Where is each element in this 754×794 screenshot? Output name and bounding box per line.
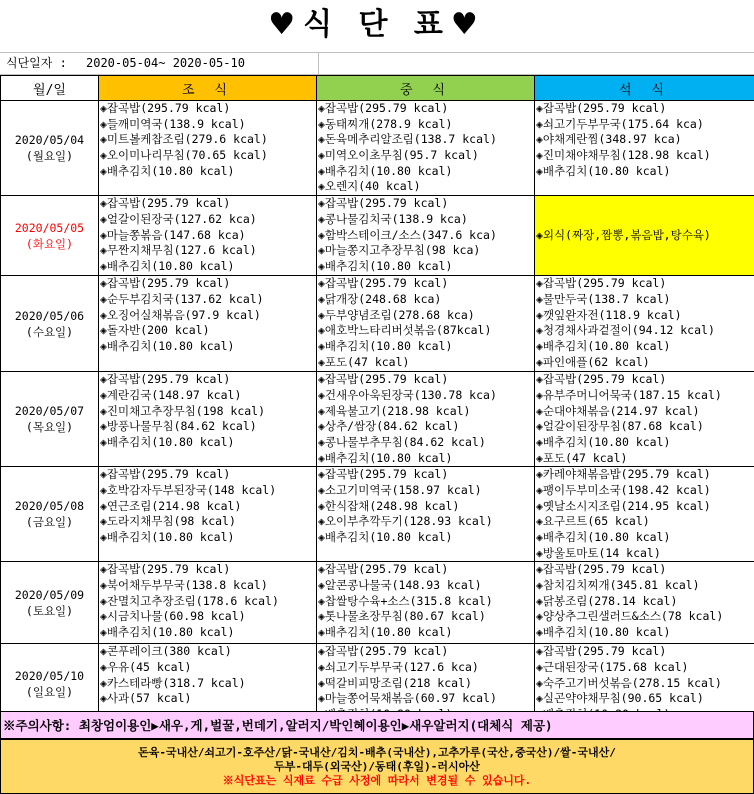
menu-item: ◈배추김치(10.80 kcal): [100, 530, 235, 544]
period-value: 2020-05-04~ 2020-05-10: [86, 56, 245, 70]
menu-item: ◈순두부김치국(137.62 kcal): [100, 291, 264, 306]
date-cell: [1, 196, 99, 276]
menu-item: ◈두부양념조림(278.68 kca): [318, 307, 475, 322]
breakfast-cell: [99, 562, 317, 644]
menu-item: ◈떡갈비피망조림(218 kcal): [318, 675, 472, 690]
origin-line-1: 돈육-국내산/쇠고기-호주산/닭-국내산/김치-배추(국내산),고추가루(국산,중국산)/쌀-국내산/: [138, 746, 616, 759]
dinner-cell: [535, 196, 754, 276]
menu-item: ◈건새우아욱된장국(130.78 kca): [318, 387, 497, 402]
menu-item: ◈배추김치(10.80 kcal): [318, 530, 453, 544]
header-dinner: 석 식: [535, 76, 754, 101]
menu-item: ◈배추김치(10.80 kcal): [100, 258, 235, 273]
menu-item: ◈카스테라빵(318.7 kcal): [100, 675, 246, 690]
lunch-cell: [317, 562, 535, 644]
breakfast-cell: [99, 101, 317, 196]
menu-item: ◈배추김치(10.80 kcal): [100, 338, 235, 353]
lunch-cell: [317, 101, 535, 196]
menu-item: ◈요구르트(65 kcal): [536, 514, 650, 529]
date-cell: [1, 372, 99, 467]
menu-item: ◈찹쌀탕수육+소스(315.8 kcal): [318, 593, 493, 608]
menu-item: ◈물만두국(138.7 kcal): [536, 291, 671, 306]
menu-item: ◈돈육메추리알조림(138.7 kcal): [318, 132, 497, 147]
menu-item: ◈방풍나물무침(84.62 kcal): [100, 419, 257, 434]
menu-item: ◈방울토마토(14 kcal): [536, 545, 661, 560]
menu-item: ◈팽이두부미소국(198.42 kcal): [536, 482, 711, 497]
breakfast-cell: [99, 196, 317, 276]
menu-item: ◈잡곡밥(295.79 kcal): [536, 101, 667, 115]
menu-item: ◈잡곡밥(295.79 kcal): [318, 276, 449, 291]
menu-item: ◈시금치나물(60.98 kcal): [100, 609, 246, 624]
menu-item: ◈마늘쫑지고추장무침(98 kca): [318, 243, 481, 258]
menu-item: ◈연근조림(214.98 kcal): [100, 498, 242, 513]
menu-item: ◈함박스테이크/소스(347.6 kca): [318, 227, 497, 242]
menu-item: ◈콩나물부추무침(84.62 kcal): [318, 434, 486, 449]
menu-item: ◈북어채두부무국(138.8 kcal): [100, 578, 268, 593]
dinner-cell: [535, 101, 754, 196]
day-row: [1, 467, 754, 562]
breakfast-cell: [99, 276, 317, 372]
menu-item: ◈잡곡밥(295.79 kcal): [318, 644, 449, 659]
menu-item: ◈깻잎완자전(118.9 kcal): [536, 307, 682, 322]
menu-item: ◈배추김치(10.80 kcal): [318, 258, 453, 273]
menu-item: ◈옛날소시지조림(214.95 kcal): [536, 498, 711, 513]
period-label: 식단일자 :: [6, 56, 67, 70]
period-divider: [318, 53, 319, 74]
menu-item: ◈배추김치(10.80 kcal): [318, 450, 453, 465]
menu-item: ◈잡곡밥(295.79 kcal): [318, 196, 449, 211]
menu-item: ◈알콘콩나물국(148.93 kcal): [318, 578, 482, 593]
menu-item: ◈오이미나리무침(70.65 kcal): [100, 148, 268, 163]
menu-item: ◈얼갈이된장무침(87.68 kcal): [536, 419, 704, 434]
menu-item: ◈배추김치(10.80 kcal): [100, 625, 235, 640]
menu-item: ◈카레야채볶음밥(295.79 kcal): [536, 467, 711, 482]
lunch-cell: [317, 276, 535, 372]
menu-item: ◈참치김치찌개(345.81 kcal): [536, 578, 700, 593]
lunch-cell: [317, 196, 535, 276]
breakfast-cell: [99, 467, 317, 562]
menu-item: ◈배추김치(10.80 kcal): [318, 163, 453, 178]
menu-item: ◈배추김치(10.80 kcal): [100, 434, 235, 449]
header-lunch: 중 식: [317, 76, 535, 101]
menu-table: [0, 75, 754, 724]
menu-item: ◈미역오이초무침(95.7 kcal): [318, 148, 479, 163]
menu-item: ◈포도(47 kcal): [536, 450, 628, 465]
menu-item: ◈사과(57 kcal): [100, 691, 192, 706]
menu-item: ◈배추김치(10.80 kcal): [318, 338, 453, 353]
menu-item: ◈호박감자두부된장국(148 kcal): [100, 482, 277, 497]
menu-item: ◈야채계란찜(348.97 kca): [536, 132, 682, 147]
allergy-notice: ※주의사항: 최창엄이용인▶새우,게,벌꿀,번데기,알러지/박인혜이용인▶새우알러지(대체식 제공): [0, 711, 754, 739]
menu-item: ◈잡곡밥(295.79 kcal): [318, 372, 449, 387]
menu-item: ◈잡곡밥(295.79 kcal): [100, 101, 231, 115]
breakfast-cell: [99, 372, 317, 467]
menu-item: ◈계란김국(148.97 kcal): [100, 387, 242, 402]
menu-item: ◈콘푸레이크(380 kcal): [100, 644, 232, 659]
date-text: 2020/05/06: [14, 308, 85, 323]
menu-item: ◈잡곡밥(295.79 kcal): [536, 276, 667, 291]
menu-item: ◈애호박느타리버섯볶음(87kcal): [318, 323, 492, 338]
dinner-cell: [535, 467, 754, 562]
header-date: 월/일: [1, 76, 99, 101]
menu-item: ◈콩나물김치국(138.9 kca): [318, 211, 468, 226]
menu-item: ◈잡곡밥(295.79 kcal): [100, 372, 231, 387]
period-row: [0, 52, 754, 75]
lunch-cell: [317, 467, 535, 562]
weekday-text: (월요일): [25, 149, 74, 164]
special-meal-item: ◈외식(짜장,짬뽕,볶음밥,탕수육): [536, 227, 711, 242]
menu-item: ◈쇠고기두부무국(175.64 kca): [536, 116, 704, 131]
date-cell: [1, 101, 99, 196]
menu-item: ◈닭봉조림(278.14 kcal): [536, 593, 678, 608]
page-title: ♥식 단 표♥: [268, 7, 486, 42]
day-row: [1, 276, 754, 372]
menu-item: ◈들깨미역국(138.9 kcal): [100, 116, 246, 131]
date-cell: [1, 276, 99, 372]
dinner-cell: [535, 562, 754, 644]
menu-item: ◈톳나물초장무침(80.67 kcal): [318, 609, 486, 624]
menu-item: ◈배추김치(10.80 kcal): [536, 530, 671, 544]
menu-item: ◈배추김치(10.80 kcal): [318, 625, 453, 640]
origin-footer: [0, 739, 754, 794]
menu-item: ◈진미채야채무침(128.98 kcal): [536, 148, 711, 163]
dinner-cell: [535, 372, 754, 467]
day-row: [1, 196, 754, 276]
menu-item: ◈마늘쫑볶음(147.68 kca): [100, 227, 246, 242]
menu-item: ◈상추/쌈장(84.62 kcal): [318, 419, 460, 434]
weekday-text: (금요일): [25, 515, 74, 530]
menu-item: ◈닭개장(248.68 kca): [318, 291, 442, 306]
date-text: 2020/05/09: [14, 587, 85, 602]
weekday-text: (목요일): [25, 420, 74, 435]
menu-item: ◈진미채고추장무침(198 kcal): [100, 403, 266, 418]
day-row: [1, 372, 754, 467]
menu-item: ◈배추김치(10.80 kcal): [536, 625, 671, 640]
weekday-text: (토요일): [25, 603, 74, 618]
date-text: 2020/05/10: [14, 668, 85, 683]
weekday-text: (화요일): [25, 236, 74, 251]
menu-item: ◈미트볼케찹조림(279.6 kcal): [100, 132, 268, 147]
menu-item: ◈파인애플(62 kcal): [536, 354, 650, 369]
menu-item: ◈잡곡밥(295.79 kcal): [100, 562, 231, 577]
menu-item: ◈우유(45 kcal): [100, 660, 192, 675]
menu-item: ◈잡곡밥(295.79 kcal): [536, 372, 667, 387]
menu-item: ◈순대야채볶음(214.97 kcal): [536, 403, 700, 418]
menu-item: ◈잡곡밥(295.79 kcal): [536, 644, 667, 659]
date-text: 2020/05/08: [14, 499, 85, 514]
menu-item: ◈무짠지채무침(127.6 kcal): [100, 243, 257, 258]
menu-item: ◈배추김치(10.80 kcal): [536, 338, 671, 353]
date-cell: [1, 467, 99, 562]
menu-item: ◈도라지채무침(98 kcal): [100, 514, 236, 529]
weekday-text: (수요일): [25, 324, 74, 339]
menu-item: ◈배추김치(10.80 kcal): [536, 434, 671, 449]
header-row: [1, 76, 754, 101]
menu-item: ◈돌자반(200 kcal): [100, 323, 210, 338]
menu-item: ◈얼갈이된장국(127.62 kca): [100, 211, 257, 226]
menu-item: ◈오징어실채볶음(97.9 kcal): [100, 307, 261, 322]
change-warning: ※식단표는 식재료 수급 사정에 따라서 변경될 수 있습니다.: [222, 774, 532, 787]
weekday-text: (일요일): [25, 684, 74, 699]
menu-item: ◈잔멸치고추장조림(178.6 kcal): [100, 593, 279, 608]
menu-item: ◈양상추그린샐러드&소스(78 kcal): [536, 609, 724, 624]
origin-line-2: 두부-대두(외국산)/동태(후일)-러시아산: [274, 760, 480, 773]
menu-item: ◈제육불고기(218.98 kcal): [318, 403, 471, 418]
menu-item: ◈잡곡밥(295.79 kcal): [318, 562, 449, 577]
date-text: 2020/05/07: [14, 404, 85, 419]
menu-item: ◈숙주고기버섯볶음(278.15 kcal): [536, 675, 722, 690]
day-row: [1, 562, 754, 644]
menu-item: ◈잡곡밥(295.79 kcal): [318, 101, 449, 115]
menu-item: ◈잡곡밥(295.79 kcal): [100, 196, 231, 211]
menu-body: [1, 101, 754, 724]
menu-item: ◈잡곡밥(295.79 kcal): [318, 467, 449, 482]
day-row: [1, 101, 754, 196]
menu-item: ◈근대된장국(175.68 kcal): [536, 660, 689, 675]
menu-item: ◈배추김치(10.80 kcal): [536, 163, 671, 178]
menu-item: ◈청경채사과겉절이(94.12 kcal): [536, 323, 715, 338]
lunch-cell: [317, 372, 535, 467]
date-cell: [1, 562, 99, 644]
menu-item: ◈소고기미역국(158.97 kcal): [318, 482, 482, 497]
menu-item: ◈유부주머니어묵국(187.15 kcal): [536, 387, 722, 402]
menu-item: ◈배추김치(10.80 kcal): [100, 163, 235, 178]
header-breakfast: 조 식: [99, 76, 317, 101]
menu-item: ◈쇠고기두부무국(127.6 kca): [318, 660, 479, 675]
menu-item: ◈실곤약야채무침(90.65 kcal): [536, 691, 704, 706]
menu-item: ◈잡곡밥(295.79 kcal): [100, 276, 231, 291]
menu-item: ◈오이부추깍두기(128.93 kcal): [318, 514, 493, 529]
menu-item: ◈한식잡채(248.98 kcal): [318, 498, 460, 513]
date-text: 2020/05/05: [14, 220, 85, 235]
menu-item: ◈잡곡밥(295.79 kcal): [100, 467, 231, 482]
menu-item: ◈마늘쫑어묵채볶음(60.97 kcal): [318, 691, 497, 706]
menu-item: ◈잡곡밥(295.79 kcal): [536, 562, 667, 577]
menu-item: ◈동태찌개(278.9 kcal): [318, 116, 453, 131]
menu-item: ◈오렌지(40 kcal): [318, 179, 421, 194]
menu-item: ◈포도(47 kcal): [318, 354, 410, 369]
date-text: 2020/05/04: [14, 133, 85, 148]
dinner-cell: [535, 276, 754, 372]
